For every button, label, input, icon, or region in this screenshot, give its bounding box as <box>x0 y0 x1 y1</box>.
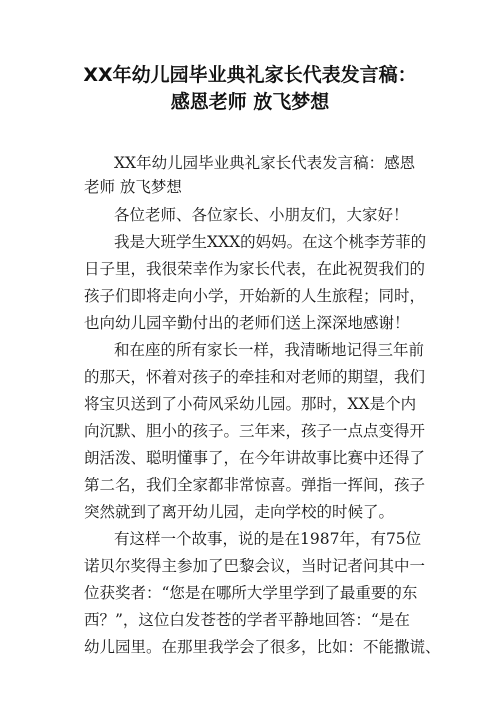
body-line-17: 位获奖者：“您是在哪所大学里学到了最重要的东 <box>84 584 418 602</box>
body-line-9: 的那天，怀着对孩子的牵挂和对老师的期望，我们 <box>84 368 426 386</box>
document-title-line-2: 感恩老师 放飞梦想 <box>170 91 330 113</box>
body-line-2: 老师 放飞梦想 <box>84 178 182 196</box>
body-line-14: 突然就到了离开幼儿园，走向学校的时候了。 <box>84 503 395 521</box>
body-line-16: 诺贝尔奖得主参加了巴黎会议，当时记者问其中一 <box>84 557 426 575</box>
body-line-1: XX年幼儿园毕业典礼家长代表发言稿：感恩 <box>114 154 416 172</box>
body-line-10: 将宝贝送到了小荷风采幼儿园。那时，XX是个内 <box>84 395 417 413</box>
body-line-12: 朗活泼、聪明懂事了，在今年讲故事比赛中还得了 <box>84 449 426 467</box>
body-line-5: 日子里，我很荣幸作为家长代表，在此祝贺我们的 <box>84 260 426 278</box>
body-line-19: 幼儿园里。在那里我学会了很多，比如：不能撒谎、 <box>84 638 441 656</box>
body-line-7: 也向幼儿园辛勤付出的老师们送上深深地感谢！ <box>84 314 410 332</box>
body-line-8: 和在座的所有家长一样，我清晰地记得三年前 <box>114 341 425 359</box>
body-line-15: 有这样一个故事，说的是在1987年，有75位 <box>114 530 422 548</box>
body-line-6: 孩子们即将走向小学，开始新的人生旅程；同时， <box>84 287 426 305</box>
body-line-18: 西？”，这位白发苍苍的学者平静地回答：“是在 <box>84 611 410 629</box>
body-line-3: 各位老师、各位家长、小朋友们，大家好！ <box>114 206 409 224</box>
document-title-line-1: XX年幼儿园毕业典礼家长代表发言稿： <box>83 64 417 86</box>
body-line-13: 第二名，我们全家都非常惊喜。弹指一挥间，孩子 <box>84 476 426 494</box>
body-line-11: 向沉默、胆小的孩子。三年来，孩子一点点变得开 <box>84 422 426 440</box>
body-line-4: 我是大班学生XXX的妈妈。在这个桃李芳菲的 <box>114 233 427 251</box>
